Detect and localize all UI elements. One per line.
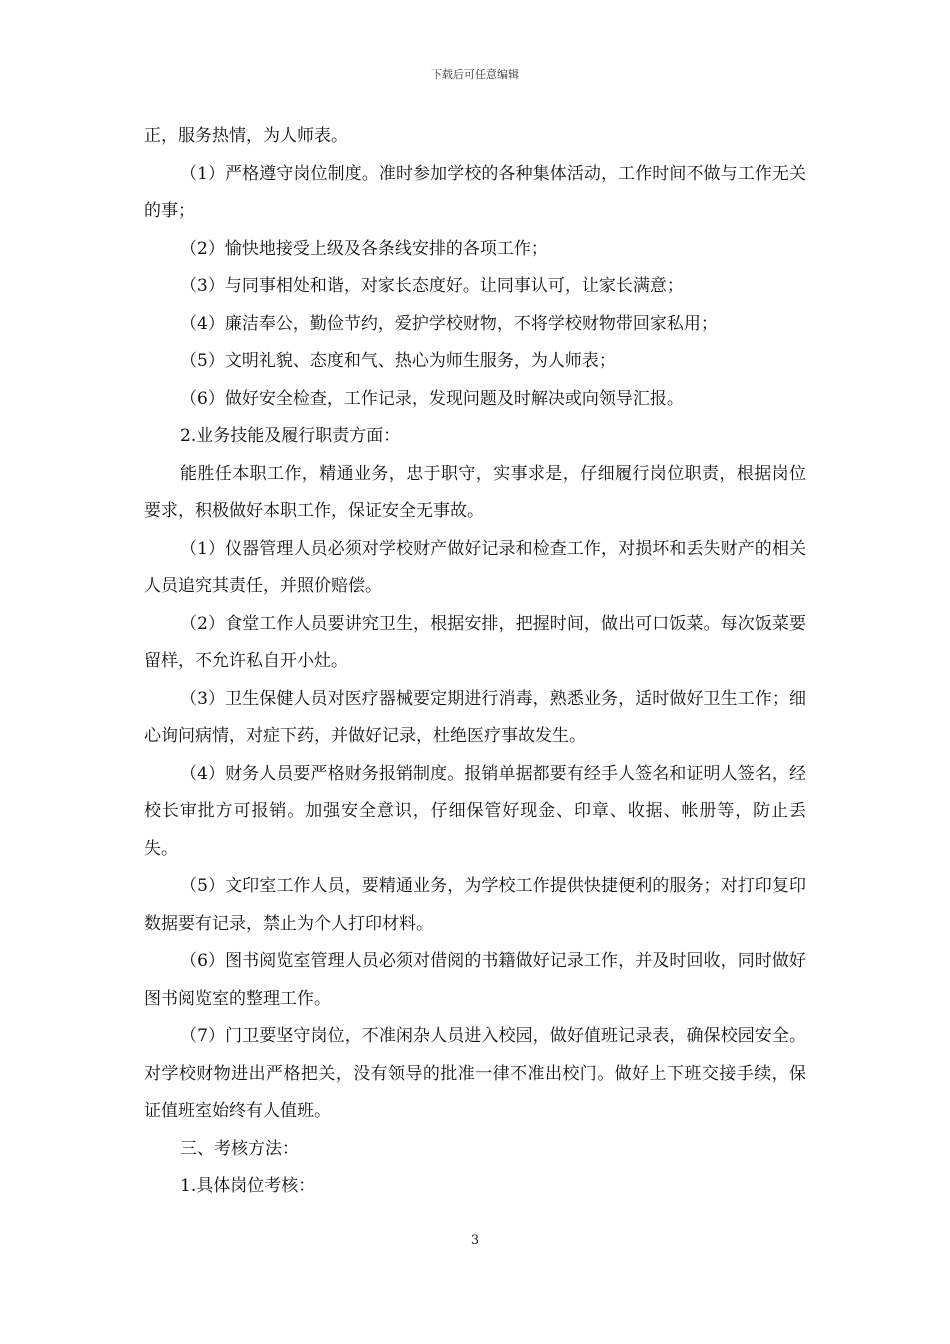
paragraph: （5）文印室工作人员，要精通业务，为学校工作提供快捷便利的服务；对打印复印数据要有记录，禁止为个人打印材料。 xyxy=(144,876,806,934)
paragraph: （2）愉快地接受上级及各条线安排的各项工作； xyxy=(180,238,548,259)
paragraph: （6）做好安全检查，工作记录，发现问题及时解决或向领导汇报。 xyxy=(180,388,684,409)
paragraph: （4）财务人员要严格财务报销制度。报销单据都要有经手人签名和证明人签名，经校长审批方可报销。加强安全意识，仔细保管好现金、印章、收据、帐册等，防止丢失。 xyxy=(144,763,806,859)
paragraph: （2）食堂工作人员要讲究卫生，根据安排，把握时间，做出可口饭菜。每次饭菜要留样，不允许私自开小灶。 xyxy=(144,613,806,671)
paragraph: （3）卫生保健人员对医疗器械要定期进行消毒，熟悉业务，适时做好卫生工作；细心询问病情，对症下药，并做好记录，杜绝医疗事故发生。 xyxy=(144,688,806,746)
paragraph: （3）与同事相处和谐，对家长态度好。让同事认可，让家长满意； xyxy=(180,276,684,296)
paragraph: 能胜任本职工作，精通业务，忠于职守，实事求是，仔细履行岗位职责，根据岗位要求，积极做好本职工作，保证安全无事故。 xyxy=(144,463,806,521)
page-number: 3 xyxy=(470,1233,480,1248)
paragraph: （1）严格遵守岗位制度。准时参加学校的各种集体活动，工作时间不做与工作无关的事； xyxy=(144,163,806,221)
paragraph: （5）文明礼貌、态度和气、热心为师生服务，为人师表； xyxy=(180,351,616,371)
paragraph: （4）廉洁奉公，勤俭节约，爱护学校财物，不将学校财物带回家私用； xyxy=(180,313,718,334)
paragraph: 正，服务热情，为人师表。 xyxy=(144,126,348,146)
document-body xyxy=(144,118,806,1206)
section-heading: 三、考核方法： xyxy=(180,1138,299,1159)
paragraph: （7）门卫要坚守岗位，不准闲杂人员进入校园，做好值班记录表，确保校园安全。对学校财物进出严格把关，没有领导的批准一律不准出校门。做好上下班交接手续，保证值班室始终有人值班。 xyxy=(144,1026,806,1121)
section-subheading: 2.业务技能及履行职责方面： xyxy=(180,426,401,446)
paragraph: （1）仪器管理人员必须对学校财产做好记录和检查工作，对损坏和丢失财产的相关人员追究其责任，并照价赔偿。 xyxy=(144,538,806,596)
paragraph: （6）图书阅览室管理人员必须对借阅的书籍做好记录工作，并及时回收，同时做好图书阅览室的整理工作。 xyxy=(144,951,806,1009)
page-header: 下载后可任意编辑 xyxy=(431,68,519,81)
section-subheading: 1.具体岗位考核： xyxy=(180,1176,316,1196)
